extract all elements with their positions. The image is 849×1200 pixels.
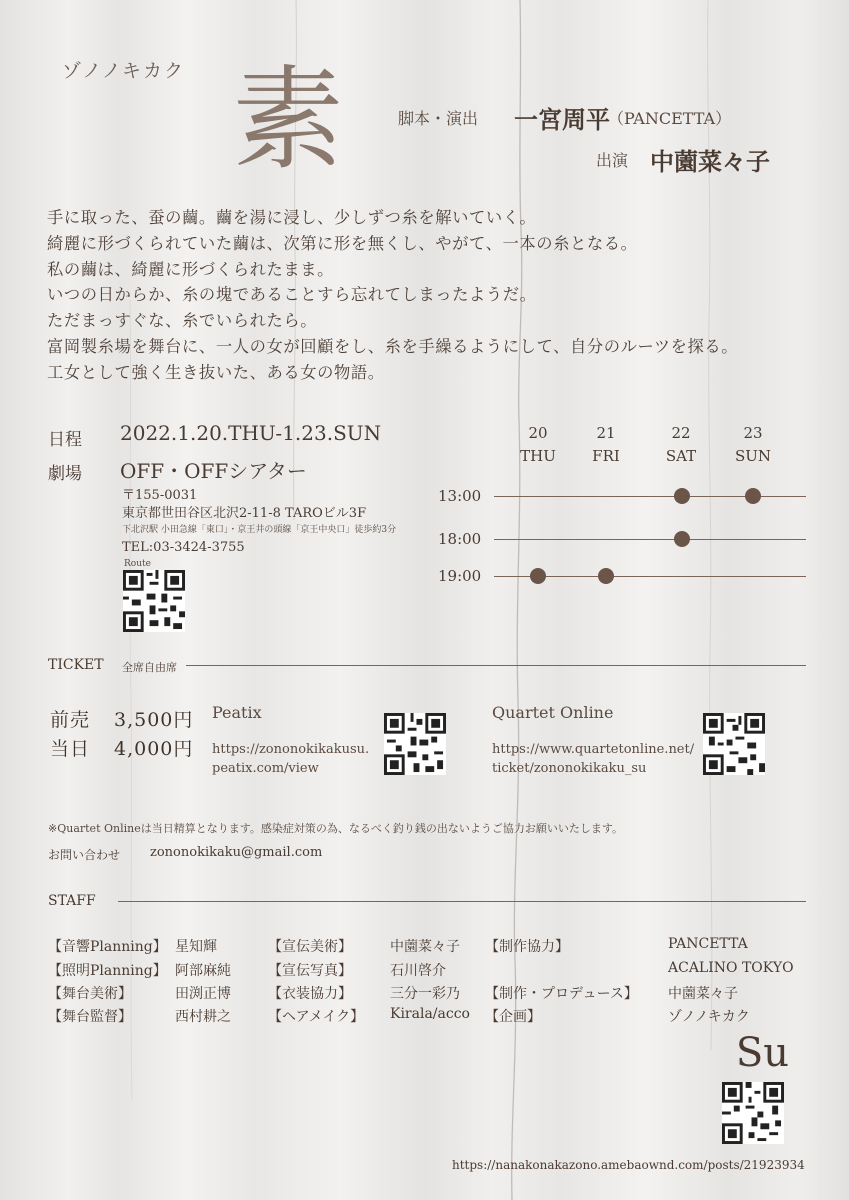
staff-person: Kirala/acco (390, 1006, 470, 1022)
staff-person: 星知輝 (175, 939, 217, 955)
staff-person: 中薗菜々子 (390, 939, 460, 955)
date-label: 日程 (48, 430, 82, 450)
quartet-url-line: https://www.quartetonline.net/ (492, 742, 695, 757)
date-value: 2022.1.20.THU-1.23.SUN (120, 421, 382, 445)
venue-tel: TEL:03-3424-3755 (122, 540, 245, 555)
schedule-day-dow: SUN (734, 447, 772, 465)
peatix-url-line: https://zononokikakusu. (212, 742, 370, 757)
synopsis-line: 私の繭は、綺麗に形づくられたまま。 (47, 259, 334, 279)
synopsis-line: 綺麗に形づくられていた繭は、次第に形を無くし、やがて、一本の糸となる。 (47, 233, 638, 253)
staff-person: 中薗菜々子 (668, 986, 738, 1002)
quartet-url-line: ticket/zononokikaku_su (492, 761, 647, 776)
route-qr-code[interactable] (123, 570, 185, 632)
staff-person: ACALINO TOKYO (668, 960, 794, 976)
quartet-qr-code[interactable] (703, 713, 765, 775)
performance-dot-19-21 (598, 568, 614, 584)
title-calligraphy: 素 (232, 55, 344, 185)
staff-role: 【宣伝美術】 (268, 939, 352, 955)
performance-dot-13-23 (745, 488, 761, 504)
cast-label: 出演 (596, 151, 629, 170)
su-logo: Su (735, 1030, 789, 1076)
performance-dot-19-20 (530, 568, 546, 584)
synopsis-line: いつの日からか、糸の塊であることすら忘れてしまったようだ。 (47, 285, 537, 305)
staff-role: 【衣装協力】 (268, 986, 352, 1002)
performance-dot-13-22 (674, 488, 690, 504)
schedule-day-date: 21 (596, 424, 616, 442)
postal-code: 〒155-0031 (122, 488, 198, 503)
route-label: Route (124, 559, 151, 569)
payment-note: ※Quartet Onlineは当日精算となります。感染症対策の為、なるべく釣り銭の出ないようご協力お願いいたします。 (48, 822, 623, 835)
staff-heading: STAFF (48, 893, 96, 909)
synopsis-line: 手に取った、蚕の繭。繭を湯に浸し、少しずつ糸を解いていく。 (47, 208, 537, 227)
staff-role: 【ヘアメイク】 (268, 1009, 365, 1025)
director-affiliation: （PANCETTA） (608, 109, 732, 128)
peatix-url[interactable] (212, 740, 369, 778)
schedule-time-label: 19:00 (438, 567, 482, 585)
schedule-time-label: 13:00 (438, 487, 482, 505)
staff-role: 【企画】 (485, 1009, 541, 1025)
peatix-qr-code[interactable] (384, 713, 446, 775)
staff-person: 阿部麻純 (175, 963, 231, 979)
peatix-url-line: peatix.com/view (212, 761, 319, 776)
synopsis (47, 205, 738, 386)
schedule-day-dow: THU (520, 447, 556, 465)
director-label: 脚本・演出 (398, 109, 479, 128)
footer-url[interactable]: https://nanakonakazono.amebaownd.com/posts/21923934 (452, 1158, 805, 1172)
staff-role: 【制作・プロデュース】 (485, 986, 638, 1002)
schedule-day-dow: FRI (592, 447, 620, 465)
contact-label: お問い合わせ (48, 848, 121, 862)
synopsis-line: 工女として強く生き抜いた、ある女の物語。 (47, 362, 385, 382)
staff-role: 【舞台監督】 (48, 1009, 132, 1025)
quartet-name: Quartet Online (492, 703, 614, 722)
staff-role: 【制作協力】 (485, 939, 569, 955)
staff-divider (118, 901, 806, 902)
brand-name: ゾノノキカク (62, 60, 185, 82)
seating-note: 全席自由席 (122, 661, 177, 674)
staff-person: PANCETTA (668, 936, 748, 952)
staff-role: 【宣伝写真】 (268, 963, 352, 979)
staff-person: 三分一彩乃 (390, 986, 460, 1002)
schedule-day-date: 23 (743, 424, 763, 442)
schedule-line-1800 (494, 539, 806, 540)
advance-label: 前売 (50, 709, 91, 731)
quartet-url[interactable] (492, 740, 694, 778)
performance-dot-18-22 (674, 531, 690, 547)
schedule-day-dow: SAT (665, 447, 697, 465)
staff-person: ゾノノキカク (668, 1009, 750, 1025)
staff-person: 石川啓介 (390, 963, 446, 979)
synopsis-line: 富岡製糸場を舞台に、一人の女が回顧をし、糸を手繰るようにして、自分のルーツを探る。 (47, 336, 739, 356)
schedule-day-date: 22 (671, 424, 691, 442)
door-label: 当日 (50, 738, 91, 760)
venue-access: 下北沢駅 小田急線「東口」・京王井の頭線「京王中央口」徒歩約3分 (122, 525, 397, 535)
director-name: 一宮周平 (514, 105, 610, 134)
contact-email[interactable]: zononokikaku@gmail.com (150, 845, 323, 860)
staff-role: 【音響Planning】 (48, 939, 167, 955)
venue-address: 東京都世田谷区北沢2-11-8 TAROビル3F (122, 506, 367, 521)
staff-role: 【照明Planning】 (48, 963, 167, 979)
staff-person: 田渕正博 (175, 986, 231, 1002)
cast-name: 中薗菜々子 (650, 147, 770, 176)
footer-qr-code[interactable] (722, 1082, 784, 1144)
venue-value: OFF・OFFシアター (120, 459, 307, 483)
peatix-name: Peatix (212, 703, 262, 722)
ticket-heading: TICKET (48, 657, 104, 673)
ticket-divider (186, 665, 806, 666)
door-price: 4,000円 (114, 738, 194, 760)
synopsis-line: ただまっすぐな、糸でいられたら。 (47, 311, 318, 331)
staff-role: 【舞台美術】 (48, 986, 132, 1002)
schedule-time-label: 18:00 (438, 530, 482, 548)
advance-price: 3,500円 (114, 709, 194, 731)
venue-label: 劇場 (48, 464, 82, 484)
staff-person: 西村耕之 (175, 1009, 231, 1025)
schedule-day-date: 20 (528, 424, 548, 442)
